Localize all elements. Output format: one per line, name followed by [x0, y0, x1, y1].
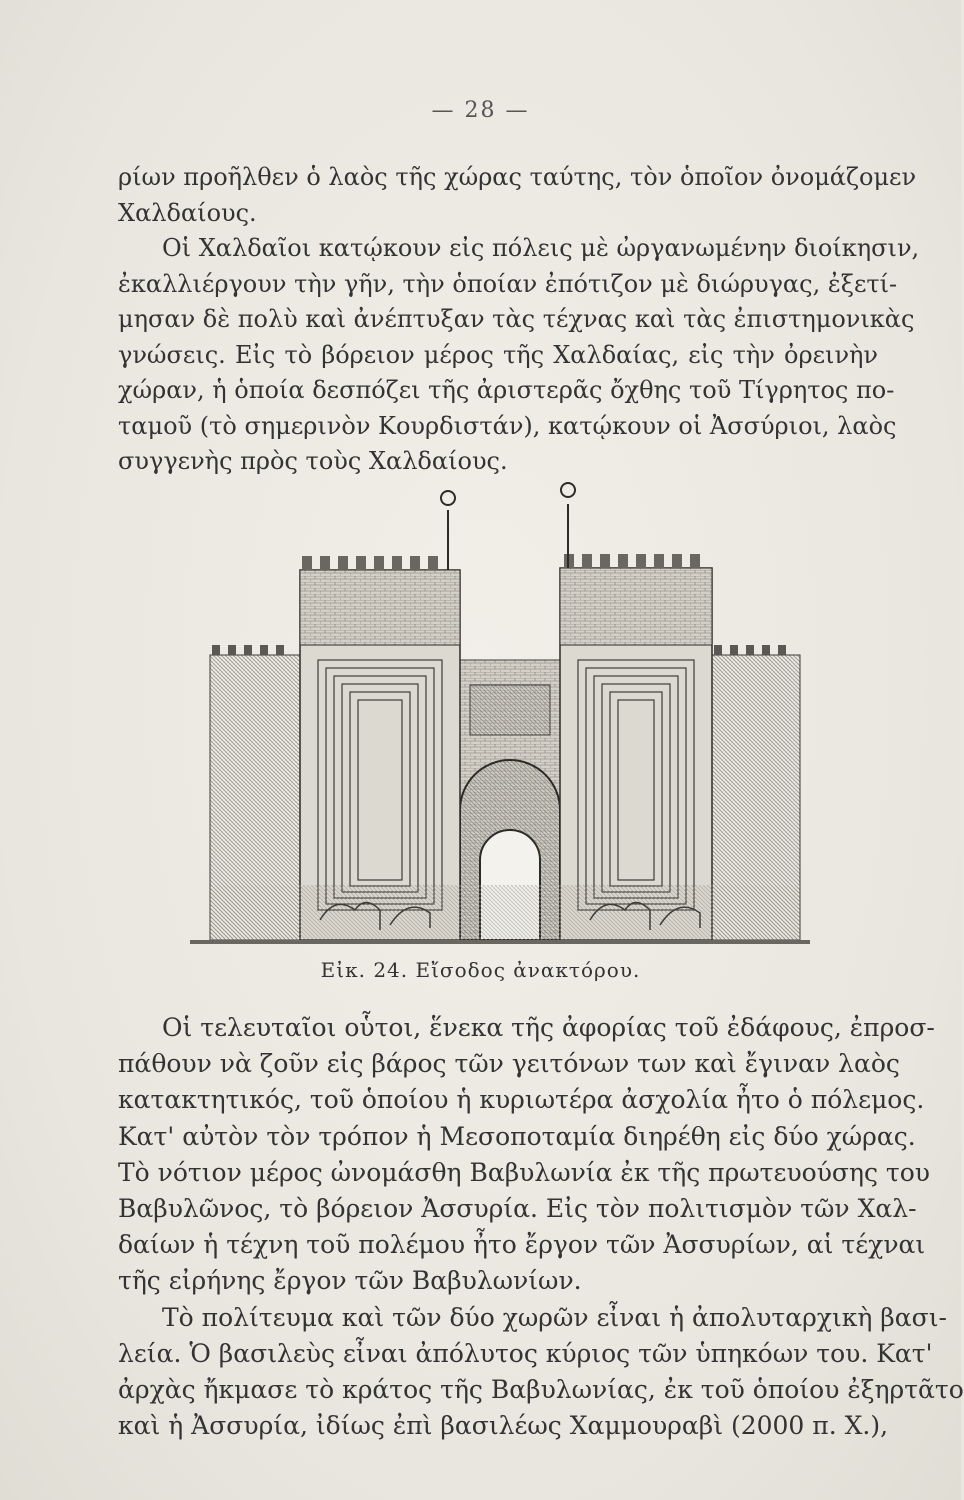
text-line: γνώσεις. Εἰς τὸ βόρειον μέρος τῆς Χαλδαίας, εἰς τὴν ὀρεινὴν [118, 340, 878, 369]
text-line: Τὸ νότιον μέρος ὠνομάσθη Βαβυλωνία ἐκ τῆς πρωτευούσης του [118, 1157, 930, 1187]
text-line: ἀρχὰς ἤκμασε τὸ κράτος τῆς Βαβυλωνίας, ἐκ τοῦ ὁποίου ἐξηρτᾶτο [118, 1375, 964, 1405]
figure-caption: Εἰκ. 24. Εἴσοδος ἀνακτόρου. [320, 958, 641, 982]
text-line: δαίων ἡ τέχνη τοῦ πολέμου ἦτο ἔργον τῶν Ἀσσυρίων, αἱ τέχναι [118, 1230, 926, 1260]
text-line: λεία. Ὁ βασιλεὺς εἶναι ἀπόλυτος κύριος τῶν ὑπηκόων του. Κατ' [118, 1338, 933, 1368]
paragraph-top [118, 160, 920, 480]
text-line: μησαν δὲ πολὺ καὶ ἀνέπτυξαν τὰς τέχνας καὶ τὰς ἐπιστημονικὰς [118, 305, 915, 333]
text-line: ταμοῦ (τὸ σημερινὸν Κουρδιστάν), κατῴκουν οἱ Ἀσσύριοι, λαὸς [118, 411, 897, 440]
text-line: Οἱ Χαλδαῖοι κατῴκουν εἰς πόλεις μὲ ὠργανωμένην διοίκησιν, [162, 234, 920, 262]
text-line: τῆς εἰρήνης ἔργον τῶν Βαβυλωνίων. [118, 1266, 582, 1296]
text-line: κατακτητικός, τοῦ ὁποίου ἡ κυριωτέρα ἀσχολία ἦτο ὁ πόλεμος. [118, 1085, 925, 1115]
text-line: Οἱ τελευταῖοι οὗτοι, ἕνεκα τῆς ἀφορίας τοῦ ἐδάφους, ἐπροσ- [162, 1013, 935, 1042]
palace-entrance-illustration [190, 480, 810, 946]
page-number: — 28 — [431, 98, 530, 123]
text-line: συγγενὴς πρὸς τοὺς Χαλδαίους. [118, 447, 508, 475]
left-standard-emblem [441, 491, 455, 505]
text-line: πάθουν νὰ ζοῦν εἰς βάρος τῶν γειτόνων των καὶ ἔγιναν λαὸς [118, 1049, 900, 1079]
paragraph-bottom [118, 1010, 964, 1444]
text-line: Τὸ πολίτευμα καὶ τῶν δύο χωρῶν εἶναι ἡ ἀπολυταρχικὴ βασι- [162, 1302, 947, 1332]
text-line: ἐκαλλιέργουν τὴν γῆν, τὴν ὁποίαν ἐπότιζον μὲ διώρυγας, ἐξετί- [118, 269, 898, 298]
text-line: Κατ' αὐτὸν τὸν τρόπον ἡ Μεσοποταμία διηρέθη εἰς δύο χώρας. [118, 1121, 916, 1151]
relief-frieze [210, 885, 800, 940]
text-line: καὶ ἡ Ἀσσυρία, ἰδίως ἐπὶ βασιλέως Χαμμουραβὶ (2000 π. Χ.), [118, 1411, 889, 1441]
text-line: Χαλδαίους. [118, 198, 257, 227]
right-standard-emblem [561, 483, 575, 497]
text-line: χώραν, ἡ ὁποία δεσπόζει τῆς ἀριστερᾶς ὄχθης τοῦ Τίγρητος πο- [118, 376, 895, 404]
text-line: Βαβυλῶνος, τὸ βόρειον Ἀσσυρία. Εἰς τὸν πολιτισμὸν τῶν Χαλ- [118, 1194, 917, 1224]
text-line: ρίων προῆλθεν ὁ λαὸς τῆς χώρας ταύτης, τὸν ὁποῖον ὀνομάζομεν [118, 163, 917, 191]
